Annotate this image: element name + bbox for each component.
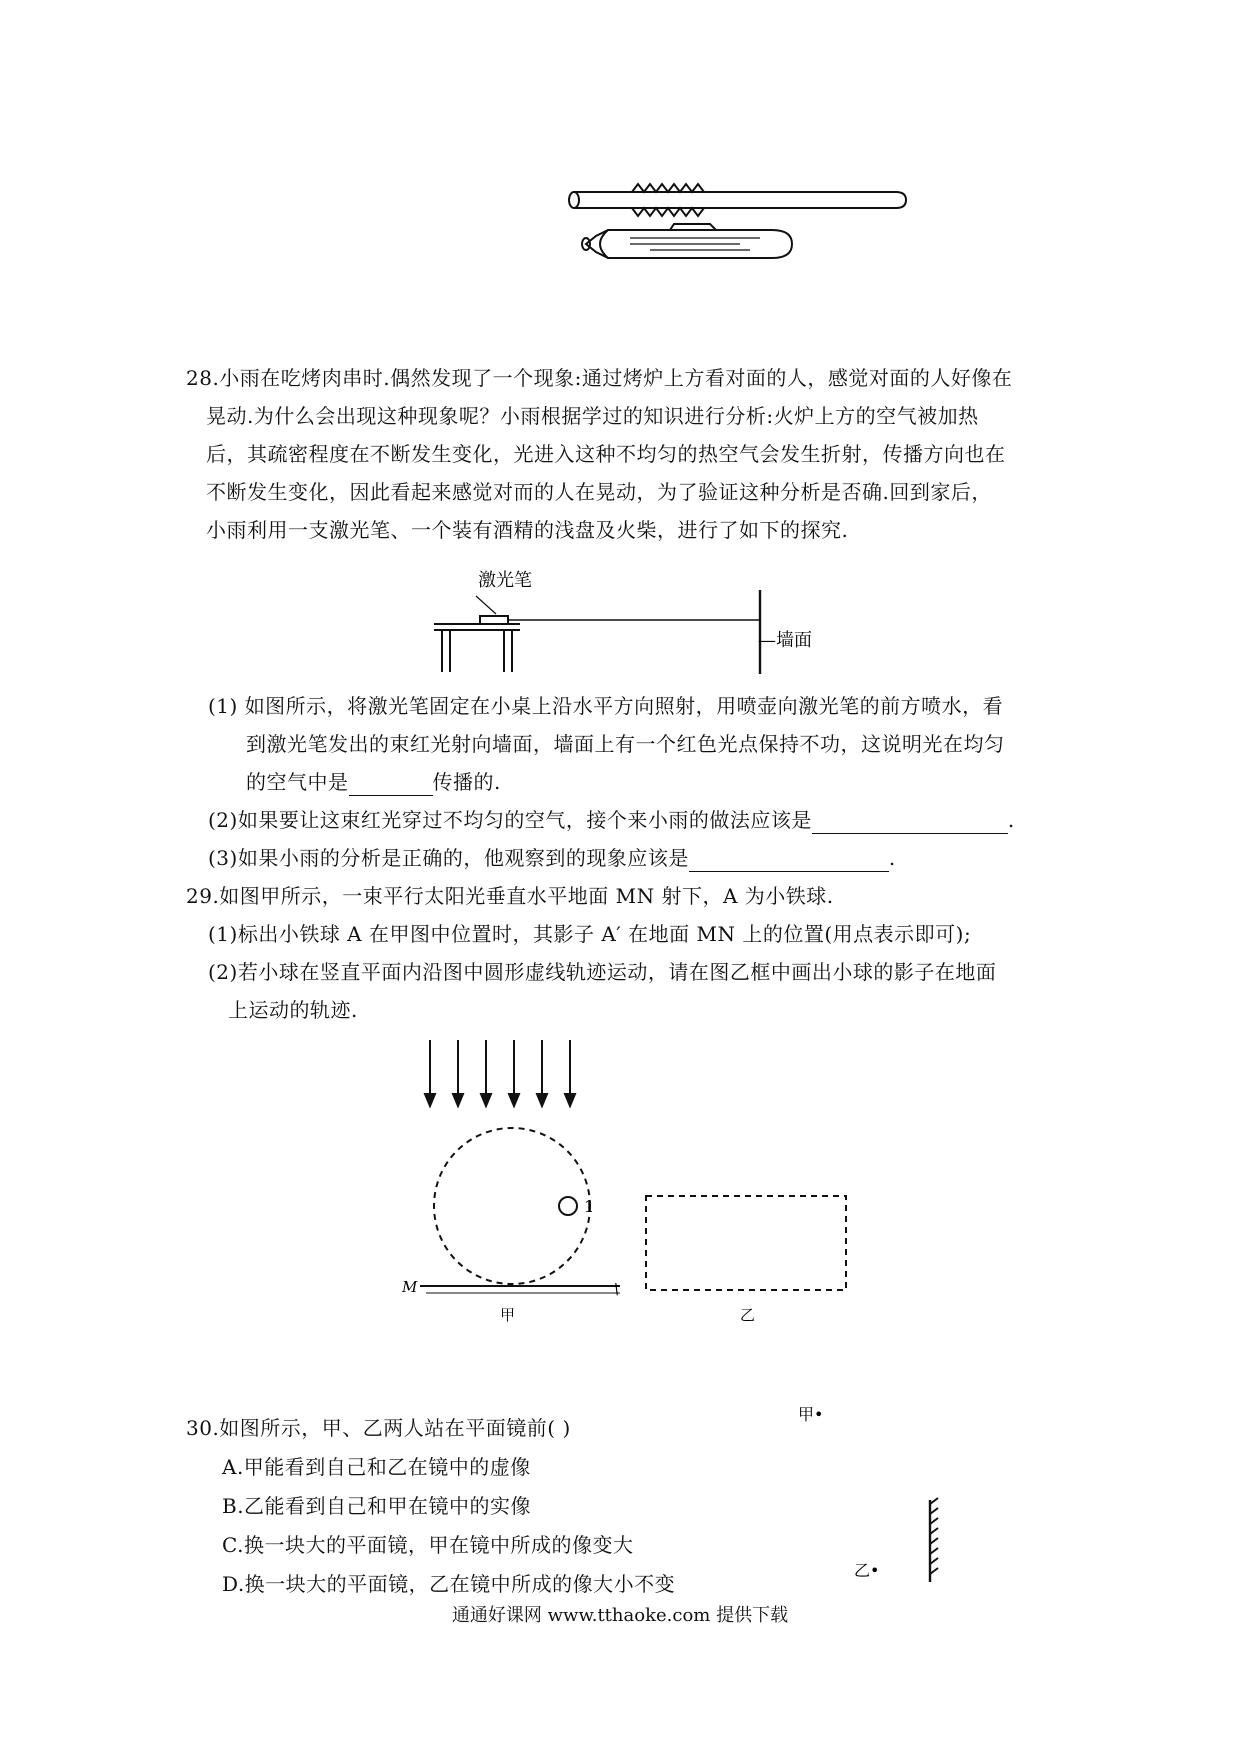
- q29-part2-line-2: 上运动的轨迹.: [228, 998, 358, 1022]
- label-yi: 乙: [740, 1306, 756, 1324]
- ground-mn: [420, 1286, 620, 1293]
- person-yi-label: 乙•: [854, 1561, 880, 1580]
- q28-part3-end: .: [888, 846, 896, 870]
- q30-option-b[interactable]: B.乙能看到自己和甲在镜中的实像: [222, 1494, 532, 1518]
- q28-part1-line-3: [246, 768, 501, 796]
- q29-part1: (1)标出小铁球 A 在甲图中位置时，其影子 A′ 在地面 MN 上的位置(用点表示即可);: [208, 922, 972, 946]
- q28-laser-figure: [420, 562, 860, 682]
- q30-mirror-figure: [790, 1400, 970, 1610]
- person-jia-label: 甲•: [798, 1405, 824, 1424]
- q28-part3-blank[interactable]: [689, 849, 889, 872]
- laser-pen-label: 激光笔: [478, 570, 532, 591]
- label-m: M: [402, 1278, 418, 1296]
- spring-tube-drawing: [569, 184, 906, 216]
- q28-stem-line-3: 后，其疏密程度在不断发生变化，光进入这种不均匀的热空气会发生折射，传播方向也在: [206, 442, 1006, 466]
- q30-option-d[interactable]: D.换一块大的平面镜，乙在镜中所成的像大小不变: [222, 1572, 676, 1596]
- q28-stem-line-5: 小雨利用一支激光笔、一个装有酒精的浅盘及火柴，进行了如下的探究.: [206, 518, 849, 542]
- q28-part1-blank[interactable]: [349, 773, 433, 796]
- plane-mirror: [930, 1498, 938, 1582]
- q29-figure: [390, 1036, 850, 1326]
- q30-option-c[interactable]: C.换一块大的平面镜，甲在镜中所成的像变大: [222, 1533, 634, 1557]
- q30-option-a[interactable]: A.甲能看到自己和乙在镜中的虚像: [222, 1455, 531, 1479]
- ball-label: 1: [584, 1197, 595, 1216]
- sunlight-arrows: [425, 1040, 575, 1106]
- q28-part3: [208, 844, 896, 872]
- q28-part2: [208, 806, 1015, 834]
- alcohol-lamp-drawing: [582, 224, 792, 258]
- top-figure-tube-and-lamp: [560, 178, 910, 278]
- iron-ball-a[interactable]: [559, 1197, 577, 1215]
- q28-part1-line-2: 到激光笔发出的束红光射向墙面，墙面上有一个红色光点保持不功，这说明光在均匀: [246, 732, 1005, 756]
- yi-dashed-box[interactable]: [646, 1196, 846, 1290]
- q30-stem: 30.如图所示，甲、乙两人站在平面镜前( ): [186, 1416, 571, 1440]
- label-jia: 甲: [500, 1306, 516, 1324]
- q28-part1-post: 传播的.: [432, 770, 501, 794]
- q28-part3-text: (3)如果小雨的分析是正确的，他观察到的现象应该是: [208, 846, 689, 870]
- wall-label: —墙面: [758, 630, 812, 651]
- q28-part1-pre: 的空气中是: [246, 770, 349, 794]
- q28-part2-text: (2)如果要让这束红光穿过不均匀的空气，接个来小雨的做法应该是: [208, 808, 812, 832]
- q29-stem: 29.如图甲所示，一束平行太阳光垂直水平地面 MN 射下，A 为小铁球.: [186, 884, 834, 908]
- label-n: \: [614, 1280, 620, 1298]
- q28-stem-line-2: 晃动.为什么会出现这种现象呢？小雨根据学过的知识进行分析:火炉上方的空气被加热: [206, 404, 979, 428]
- q28-stem-line-1: 28.小雨在吃烤肉串时.偶然发现了一个现象:通过烤炉上方看对面的人，感觉对面的人好像在: [186, 366, 1013, 390]
- page-footer: 通通好课网 www.tthaoke.com 提供下载: [451, 1605, 789, 1626]
- q28-part1-line-1: (1) 如图所示，将激光笔固定在小桌上沿水平方向照射，用喷壶向激光笔的前方喷水，看: [208, 694, 1004, 718]
- q29-part2-line-1: (2)若小球在竖直平面内沿图中圆形虚线轨迹运动，请在图乙框中画出小球的影子在地面: [208, 960, 997, 984]
- q28-stem-line-4: 不断发生变化，因此看起来感觉对而的人在晃动，为了验证这种分析是否确.回到家后，: [206, 480, 992, 504]
- q28-part2-end: .: [1007, 808, 1015, 832]
- q28-part2-blank[interactable]: [812, 811, 1008, 834]
